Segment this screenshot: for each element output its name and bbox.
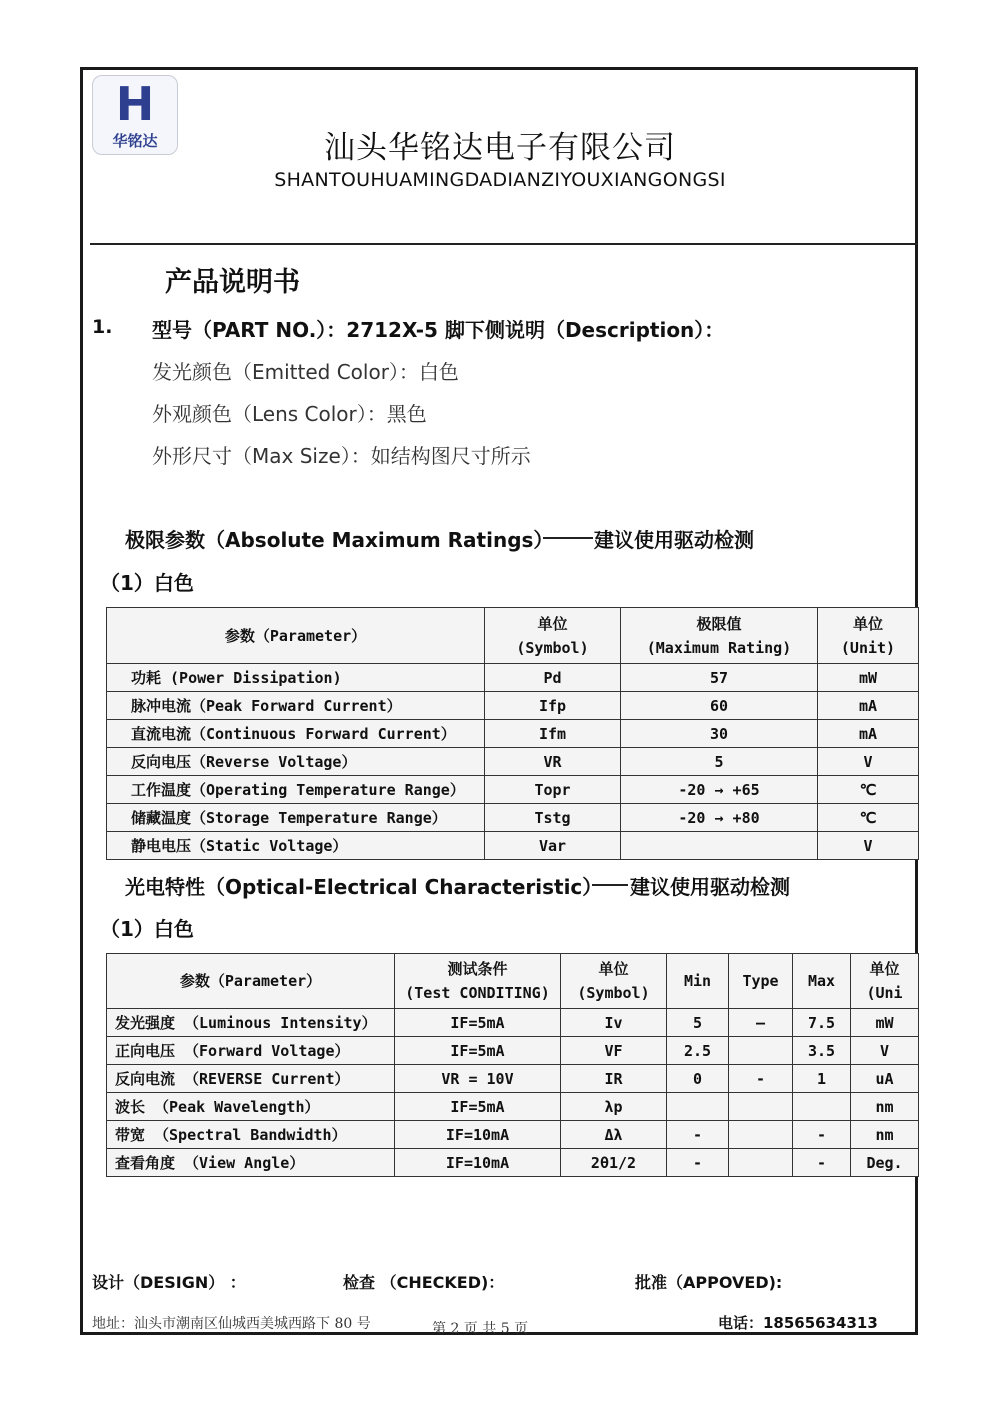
cell-cond: IF=5mA [395, 1009, 561, 1037]
cell-param: 反向电压（Reverse Voltage） [107, 748, 485, 776]
cell-value: -20 → +80 [621, 804, 818, 832]
company-name-cn: 汕头华铭达电子有限公司 [324, 130, 676, 166]
ratings-subheading: （1）白色 [100, 571, 194, 595]
ratings-dash [543, 537, 593, 539]
table-row [107, 1121, 919, 1149]
cell-unit: ℃ [818, 776, 919, 804]
cell-max: - [793, 1121, 851, 1149]
table-row [107, 776, 919, 804]
optical-subheading: （1）白色 [100, 917, 194, 941]
ratings-th-param: 参数（Parameter） [107, 608, 485, 664]
optical-th-symbol: 单位 (Symbol) [561, 954, 667, 1009]
company-phone: 电话：18565634313 [718, 1314, 878, 1332]
cell-cond: IF=10mA [395, 1149, 561, 1177]
lens-color-line: 外观颜色（Lens Color）：黑色 [152, 402, 427, 426]
cell-param: 直流电流（Continuous Forward Current） [107, 720, 485, 748]
cell-symbol: Ifp [485, 692, 621, 720]
checked-signoff: 检查 （CHECKED)： [343, 1273, 505, 1292]
cell-param: 储藏温度（Storage Temperature Range） [107, 804, 485, 832]
cell-symbol: λp [561, 1093, 667, 1121]
cell-symbol: Iv [561, 1009, 667, 1037]
cell-min [667, 1093, 729, 1121]
optical-th-min: Min [667, 954, 729, 1009]
cell-symbol: Topr [485, 776, 621, 804]
optical-header-row [107, 954, 919, 1009]
section-number: 1. [92, 316, 113, 338]
company-name-en: SHANTOUHUAMINGDADIANZIYOUXIANGONGSI [274, 169, 726, 191]
ratings-table [106, 607, 919, 860]
cell-param: 工作温度（Operating Temperature Range） [107, 776, 485, 804]
optical-th-cond: 测试条件 (Test CONDITING) [395, 954, 561, 1009]
table-row [107, 1149, 919, 1177]
cell-param: 波长 （Peak Wavelength） [107, 1093, 395, 1121]
table-row [107, 748, 919, 776]
design-signoff: 设计（DESIGN） ： [92, 1273, 246, 1292]
cell-unit: mA [818, 692, 919, 720]
cell-symbol: IR [561, 1065, 667, 1093]
optical-th-type: Type [729, 954, 793, 1009]
ratings-th-max: 极限值 (Maximum Rating) [621, 608, 818, 664]
table-row [107, 832, 919, 860]
table-row [107, 1093, 919, 1121]
ratings-th-unit: 单位 (Unit) [818, 608, 919, 664]
cell-unit: nm [851, 1121, 919, 1149]
cell-param: 查看角度 （View Angle） [107, 1149, 395, 1177]
cell-value [621, 832, 818, 860]
cell-unit: mW [818, 664, 919, 692]
cell-symbol: Pd [485, 664, 621, 692]
cell-max [793, 1093, 851, 1121]
cell-param: 功耗 (Power Dissipation) [107, 664, 485, 692]
cell-param: 带宽 （Spectral Bandwidth） [107, 1121, 395, 1149]
cell-symbol: Ifm [485, 720, 621, 748]
cell-symbol: VR [485, 748, 621, 776]
page-number: 第 2 页 共 5 页 [432, 1321, 529, 1337]
cell-cond: IF=5mA [395, 1037, 561, 1065]
cell-param: 反向电流 （REVERSE Current） [107, 1065, 395, 1093]
optical-dash [592, 884, 628, 886]
company-logo [92, 75, 178, 155]
cell-unit: ℃ [818, 804, 919, 832]
optical-th-param: 参数（Parameter） [107, 954, 395, 1009]
table-row [107, 1037, 919, 1065]
logo-letter: H [115, 77, 155, 131]
cell-cond: IF=5mA [395, 1093, 561, 1121]
table-row [107, 1009, 919, 1037]
optical-th-max: Max [793, 954, 851, 1009]
cell-cond: VR = 10V [395, 1065, 561, 1093]
emitted-color-line [152, 356, 459, 385]
cell-min: 2.5 [667, 1037, 729, 1065]
cell-value: -20 → +65 [621, 776, 818, 804]
optical-heading: 光电特性（Optical-Electrical Characteristic） [125, 875, 603, 899]
cell-unit: V [818, 748, 919, 776]
document-title: 产品说明书 [165, 267, 300, 298]
cell-param: 发光强度 （Luminous Intensity） [107, 1009, 395, 1037]
table-row [107, 720, 919, 748]
cell-unit: V [818, 832, 919, 860]
cell-min: 5 [667, 1009, 729, 1037]
cell-param: 正向电压 （Forward Voltage） [107, 1037, 395, 1065]
optical-th-unit: 单位 (Uni [851, 954, 919, 1009]
cell-param: 静电电压（Static Voltage） [107, 832, 485, 860]
ratings-header-row [107, 608, 919, 664]
cell-min: 0 [667, 1065, 729, 1093]
cell-min: - [667, 1149, 729, 1177]
cell-value: 30 [621, 720, 818, 748]
header-divider [90, 243, 918, 245]
cell-min: - [667, 1121, 729, 1149]
table-row [107, 664, 919, 692]
part-number-line: 型号（PART NO.）：2712X-5 脚下侧说明（Description）： [152, 318, 725, 342]
cell-symbol: Tstg [485, 804, 621, 832]
cell-type: — [729, 1009, 793, 1037]
cell-type: - [729, 1065, 793, 1093]
cell-cond: IF=10mA [395, 1121, 561, 1149]
cell-unit: Deg. [851, 1149, 919, 1177]
cell-value: 60 [621, 692, 818, 720]
cell-unit: mW [851, 1009, 919, 1037]
table-row [107, 1065, 919, 1093]
cell-type [729, 1149, 793, 1177]
emitted-color-value: 白色 [418, 360, 459, 384]
emitted-color-label: 发光颜色（Emitted Color）： [152, 360, 419, 384]
cell-max: - [793, 1149, 851, 1177]
ratings-th-symbol: 单位 (Symbol) [485, 608, 621, 664]
cell-type [729, 1037, 793, 1065]
max-size-line: 外形尺寸（Max Size）：如结构图尺寸所示 [152, 444, 531, 468]
cell-param: 脉冲电流（Peak Forward Current） [107, 692, 485, 720]
cell-unit: V [851, 1037, 919, 1065]
cell-max: 7.5 [793, 1009, 851, 1037]
logo-text: 华铭达 [112, 132, 158, 150]
cell-type [729, 1121, 793, 1149]
approved-signoff: 批准（APPOVED): [635, 1273, 783, 1292]
cell-max: 3.5 [793, 1037, 851, 1065]
ratings-heading: 极限参数（Absolute Maximum Ratings） [125, 528, 554, 552]
table-row [107, 804, 919, 832]
optical-note: 建议使用驱动检测 [630, 875, 790, 899]
cell-symbol: VF [561, 1037, 667, 1065]
cell-symbol: Var [485, 832, 621, 860]
cell-unit: mA [818, 720, 919, 748]
optical-table [106, 953, 919, 1177]
cell-unit: nm [851, 1093, 919, 1121]
cell-value: 57 [621, 664, 818, 692]
cell-value: 5 [621, 748, 818, 776]
cell-symbol: Δλ [561, 1121, 667, 1149]
cell-max: 1 [793, 1065, 851, 1093]
table-row [107, 692, 919, 720]
cell-symbol: 2θ1/2 [561, 1149, 667, 1177]
cell-type [729, 1093, 793, 1121]
ratings-note: 建议使用驱动检测 [594, 528, 754, 552]
cell-unit: uA [851, 1065, 919, 1093]
company-address: 地址：汕头市潮南区仙城西美城西路下 80 号 [92, 1316, 371, 1332]
